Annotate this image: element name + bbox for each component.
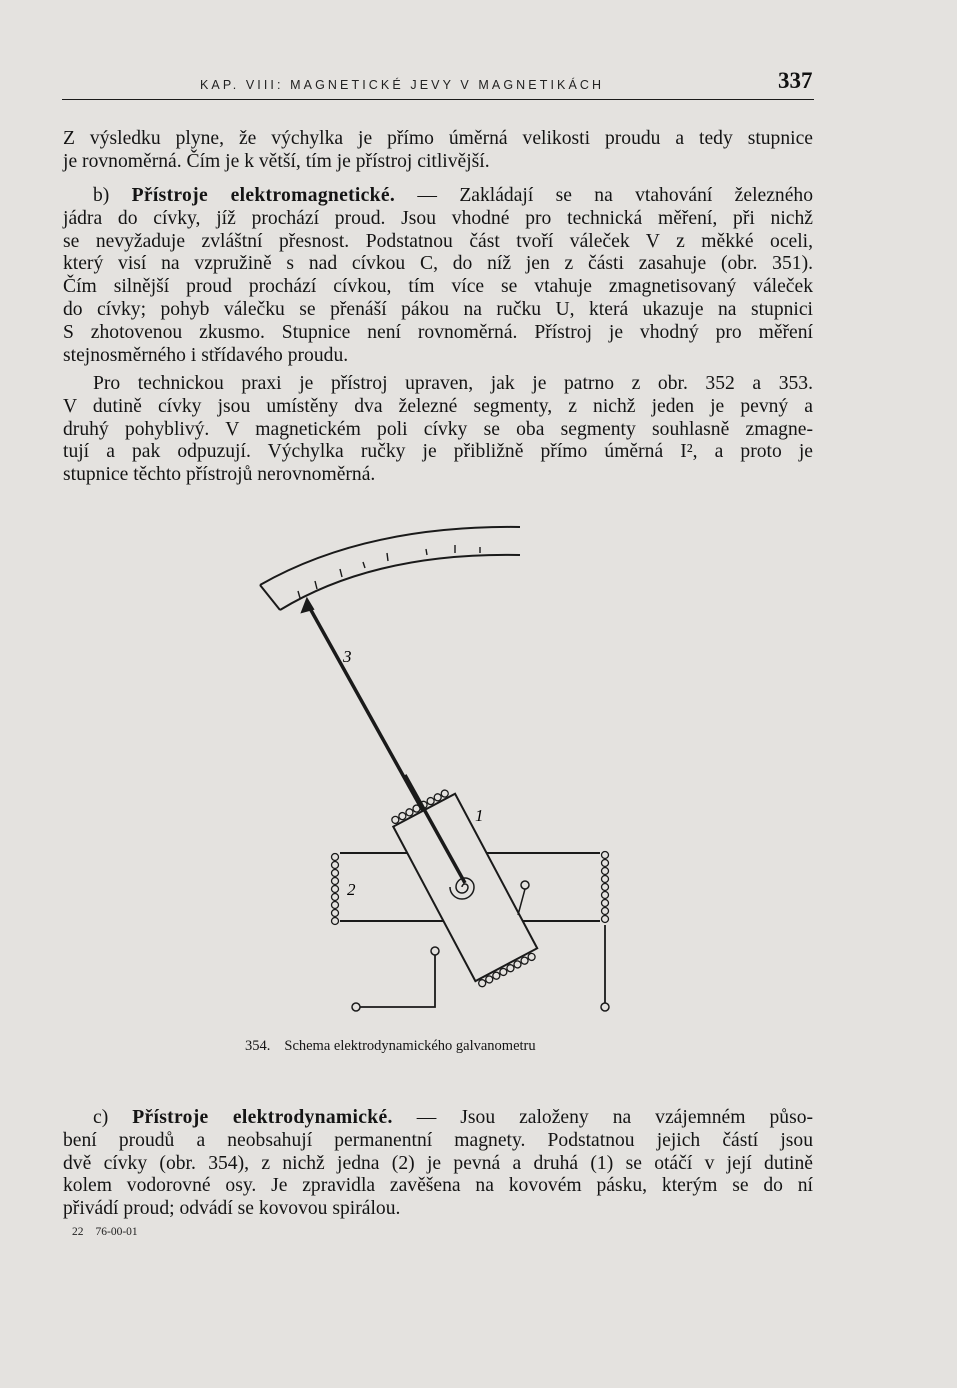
galvanometer-diagram xyxy=(255,515,635,1025)
text-line: bení proudů a neobsahují permanentní magnety. Podstatnou jejich částí jsou xyxy=(63,1129,813,1151)
text-line: který visí na vzpružině s nad cívkou C, do níž jen z části zasahuje (obr. 351). xyxy=(63,253,813,275)
text-line: do cívky; pohyb válečku se přenáší pákou na ručku U, která ukazuje na stupnici xyxy=(63,298,813,320)
scale-end-line xyxy=(260,585,280,610)
lead-wire-left xyxy=(360,955,435,1007)
section-letter: b) xyxy=(93,185,110,206)
text-line: dvě cívky (obr. 354), z nichž jedna (2) je pevná a druhá (1) se otáčí v její dutině xyxy=(63,1152,813,1174)
fixed-coil-right-windings xyxy=(602,852,609,923)
text-line: Čím silnější proud prochází cívkou, tím více se vtahuje zmagnetisovaný váleček xyxy=(63,276,813,298)
text-line xyxy=(63,185,813,208)
label-needle: 3 xyxy=(343,647,352,666)
label-moving-coil: 1 xyxy=(475,806,484,825)
text-line: jádra do cívky, jíž prochází proud. Jsou vhodné pro technická měření, při nichž xyxy=(63,207,813,229)
moving-coil xyxy=(389,786,541,988)
text-line: stupnice těchto přístrojů nerovnoměrná. xyxy=(63,464,376,486)
text-line: S zhotovenou zkusmo. Stupnice není rovnoměrná. Přístroj je vhodný pro měření xyxy=(63,321,813,343)
input-terminal-right xyxy=(601,1003,609,1011)
text-line: je rovnoměrná. Čím je k větší, tím je přístroj citlivější. xyxy=(63,150,490,172)
figure-number: 354. xyxy=(245,1038,271,1054)
paragraph-electromagnetic xyxy=(63,185,813,367)
figure-caption-text: Schema elektrodynamického galvanometru xyxy=(284,1038,536,1054)
running-head: KAP. VIII: MAGNETICKÉ JEVY V MAGNETIKÁCH xyxy=(200,78,605,92)
paragraph-electrodynamic xyxy=(63,1107,813,1221)
pointer-tip xyxy=(302,599,313,612)
paragraph-technical-practice xyxy=(63,373,813,487)
printer-signature xyxy=(72,1226,138,1238)
input-terminal-left xyxy=(352,1003,360,1011)
text-fragment: — Zakládají se na vtahování železného xyxy=(417,185,814,206)
text-line: stejnosměrného i střídavého proudu. xyxy=(63,344,349,366)
paragraph-conclusion xyxy=(63,128,813,174)
sheet-number: 22 xyxy=(72,1226,84,1238)
text-line: Pro technickou praxi je přístroj upraven, jak je patrno z obr. 352 a 353. xyxy=(93,373,813,394)
label-fixed-coil: 2 xyxy=(347,880,356,899)
scale-ticks xyxy=(298,545,480,598)
text-fragment: — Jsou založeny na vzájemném půso- xyxy=(416,1107,814,1128)
moving-coil-terminal xyxy=(521,881,529,889)
section-letter: c) xyxy=(93,1107,109,1128)
junction-terminal xyxy=(431,947,439,955)
section-heading: Přístroje elektromagnetické. xyxy=(131,185,396,206)
text-line: kolem vodorovné osy. Je zpravidla zavěšena na kovovém pásku, kterým se do ní xyxy=(63,1175,813,1197)
text-line: přivádí proud; odvádí se kovovou spirálou. xyxy=(63,1198,401,1220)
fixed-coil-left-windings xyxy=(332,854,339,925)
page-number: 337 xyxy=(778,68,813,93)
text-line: V dutině cívky jsou umístěny dva železné segmenty, z nichž jeden je pevný a xyxy=(63,395,813,417)
text-line xyxy=(63,1107,813,1130)
figure-caption xyxy=(245,1038,536,1055)
text-line: se nevyžaduje zvláštní přesnost. Podstatnou část tvoří váleček V z měkké oceli, xyxy=(63,230,813,252)
section-heading: Přístroje elektrodynamické. xyxy=(132,1107,393,1128)
header-rule xyxy=(62,99,814,100)
text-line: druhý pohyblivý. V magnetickém poli cívky se oba segmenty souhlasně zmagne- xyxy=(63,418,813,440)
text-line: Z výsledku plyne, že výchylka je přímo úměrná velikosti proudu a tedy stupnice xyxy=(63,128,813,149)
print-code: 76-00-01 xyxy=(95,1226,138,1238)
text-line: tují a pak odpuzují. Výchylka ručky je přibližně přímo úměrná I², a proto je xyxy=(63,441,813,463)
